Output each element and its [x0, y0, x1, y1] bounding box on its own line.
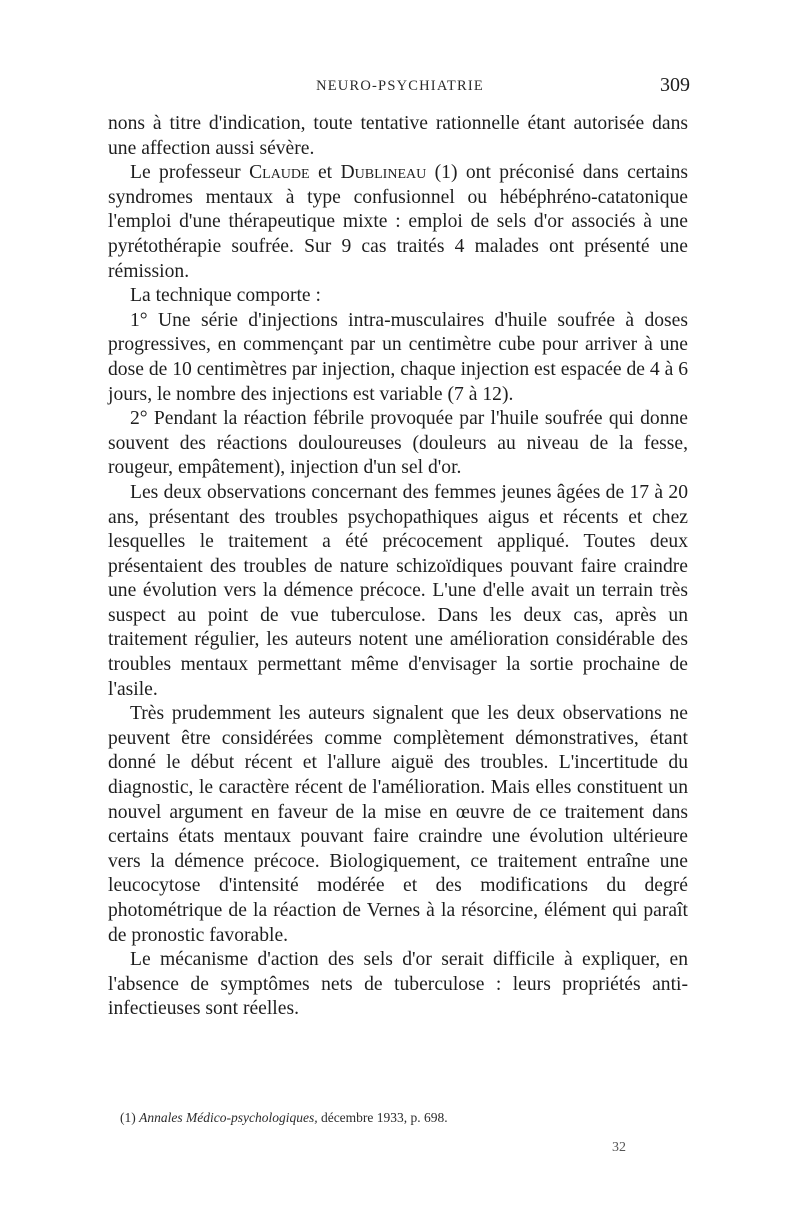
paragraph-observations: Les deux observations concernant des femmes jeunes âgées de 17 à 20 ans, présentant des troubles psychopathiques aigus et récents et chez lesquelles le traitement a été précocement appliqué. Toutes deux présentaient des troubles de nature schizoïdiques pouvant faire craindre une évolution vers la démence précoce. L'une d'elle avait un terrain très suspect au point de vue tuberculose. Dans les deux cas, après un traitement régulier, les auteurs notent une amélioration considérable des troubles mentaux permettant même d'envisager la sortie prochaine de l'asile. [108, 481, 688, 700]
footnote-details: décembre 1933, p. 698. [317, 1110, 448, 1125]
paragraph-continuation: nons à titre d'indication, toute tentative rationnelle étant autorisée dans une affection aussi sévère. [108, 113, 688, 159]
paragraph-text-mid: et [309, 162, 341, 184]
author-name-dublineau: Dublineau [340, 162, 427, 184]
paragraph-step-one: 1° Une série d'injections intra-musculaires d'huile soufrée à doses progressives, en commençant par un centimètre cube pour arriver à une dose de 10 centimètres par injection, chaque injection est espacée de 4 à 6 jours, le nombre des injections est variable (7 à 12). [108, 309, 688, 405]
running-head [110, 74, 690, 104]
paragraph-caution: Très prudemment les auteurs signalent que les deux observations ne peuvent être considérées comme complètement démonstratives, étant donné le début récent et l'allure aiguë des troubles. L'incertitude du diagnostic, le caractère récent de l'amélioration. Mais elles constituent un nouvel argument en faveur de la mise en œuvre de ce traitement dans certains états mentaux pouvant faire craindre une évolution ultérieure vers la démence précoce. Biologiquement, ce traitement entraîne une leucocytose d'intensité modérée et des modifications du degré photométrique de la réaction de Vernes à la résorcine, élément qui paraît de pronostic favorable. [108, 703, 688, 946]
body-text [108, 112, 688, 1022]
paragraph-mechanism: Le mécanisme d'action des sels d'or serait difficile à expliquer, en l'absence de symptômes nets de tuberculose : leurs propriétés anti-infectieuses sont réelles. [108, 949, 688, 1020]
footnote-source: Annales Médico-psychologiques, [139, 1110, 318, 1125]
paragraph-text-before: Le professeur [130, 162, 250, 184]
paragraph-step-two: 2° Pendant la réaction fébrile provoquée par l'huile soufrée qui donne souvent des réactions douloureuses (douleurs au niveau de la fesse, rougeur, empâtement), injection d'un sel d'or. [108, 408, 688, 479]
author-name-claude: Claude [249, 162, 310, 184]
signature-mark: 32 [612, 1140, 626, 1155]
footnote [120, 1110, 690, 1126]
page-number: 309 [660, 74, 690, 96]
running-title: NEURO-PSYCHIATRIE [316, 78, 484, 94]
paragraph-technique: La technique comporte : [130, 285, 321, 307]
paragraph-claude-dublineau [108, 161, 688, 284]
footnote-marker: (1) [120, 1110, 140, 1125]
paragraph-text-after: (1) ont préconisé dans certains syndromes mentaux à type confusionnel ou hébéphréno-catatonique l'emploi d'une thérapeutique mixte : emploi de sels d'or associés à une pyrétothérapie soufrée. Sur 9 cas traités 4 malades ont présenté une rémission. [108, 162, 689, 282]
